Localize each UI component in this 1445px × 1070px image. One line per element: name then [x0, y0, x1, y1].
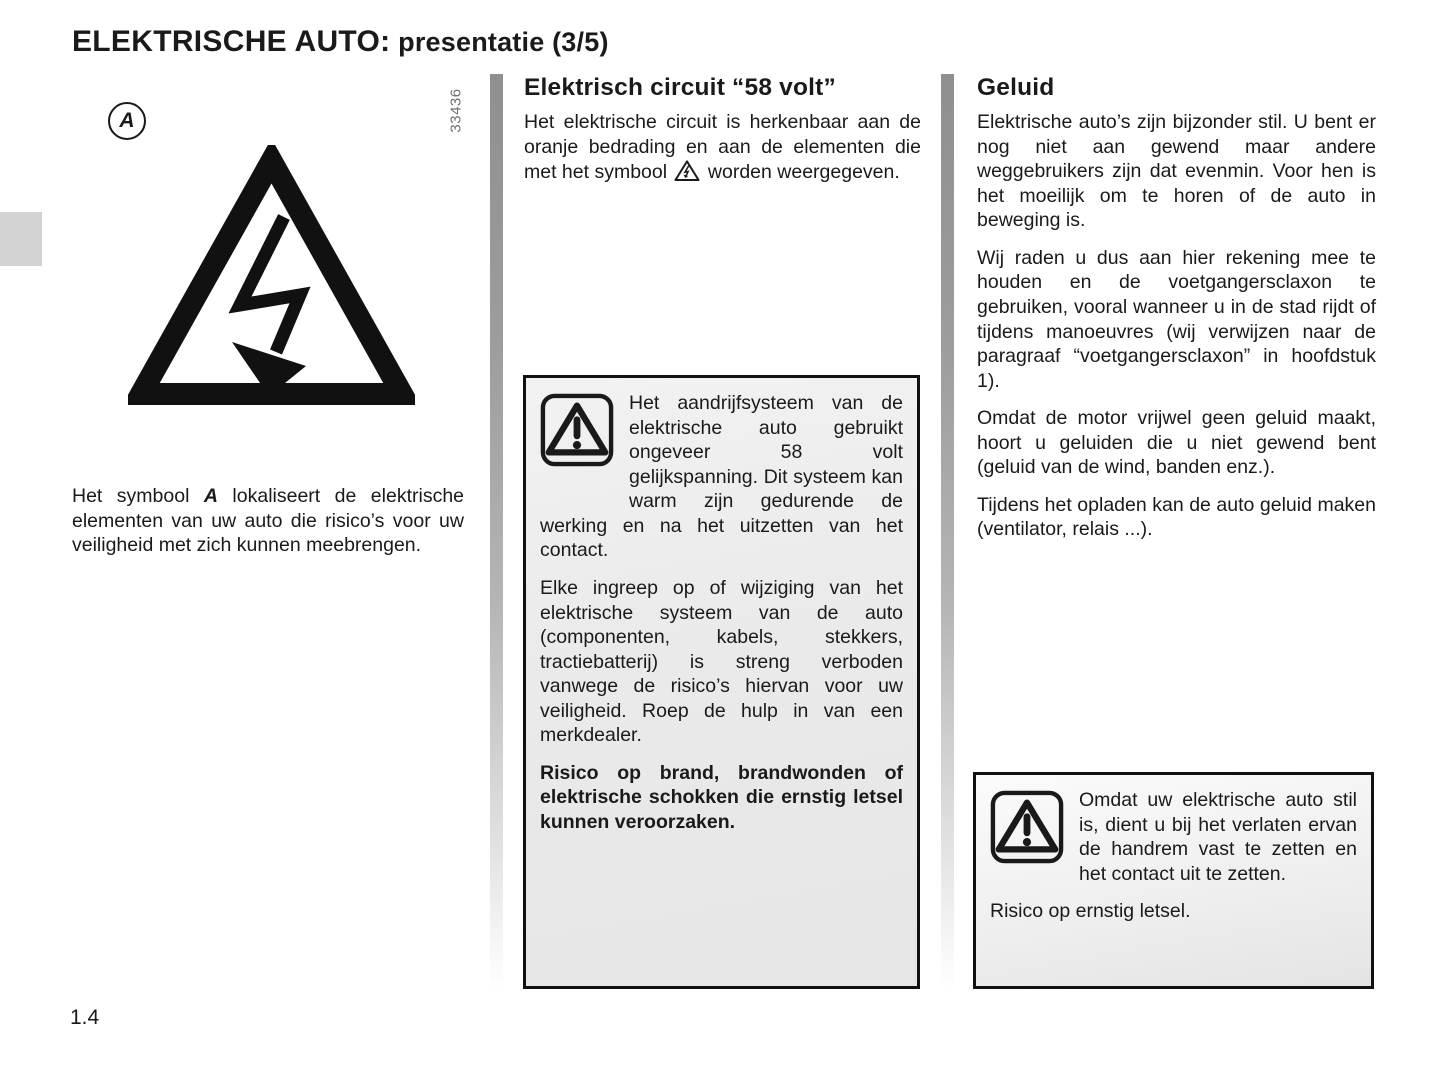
right-column-paragraphs: [977, 110, 1376, 555]
high-voltage-triangle-icon: [128, 145, 415, 412]
page-title-sub: presentatie (3/5): [390, 27, 609, 57]
column-divider-right: [941, 74, 954, 990]
page-number: 1.4: [70, 1006, 100, 1029]
warning-paragraph: Elke ingreep op of wijziging van het elektrische systeem van de auto (componenten, kabels, stekkers, tractiebatterij) is streng verboden vanwege de risico’s hiervan voor uw veiligheid. Roep de hulp in van een merkdealer.: [540, 576, 903, 747]
high-voltage-symbol-icon: [674, 159, 700, 189]
caption-after: lokaliseert de elektrische elementen van uw auto die risico’s voor uw veiligheid met zich kunnen meebrengen.: [72, 485, 465, 557]
intro-after: worden weergegeven.: [707, 161, 900, 184]
left-caption: [72, 484, 464, 558]
caption-letter: A: [203, 485, 218, 507]
caption-before: Het symbool: [72, 485, 204, 507]
callout-a-label: A: [108, 102, 146, 140]
warning-risk-statement: Risico op brand, brandwonden of elektrische schokken die ernstig letsel kunnen veroorzaken.: [540, 761, 903, 833]
column-divider-left: [490, 74, 503, 990]
middle-intro-paragraph: [524, 110, 921, 189]
warning-icon: [540, 393, 614, 467]
right-warning-box: [973, 772, 1374, 989]
warning-paragraph: Het aandrijfsysteem van de elektrische auto gebruikt ongeveer 58 volt gelijkspanning. Dit systeem kan warm zijn gedurende de werking en na het uitzetten van het contact.: [540, 392, 903, 562]
warning-risk-statement: Risico op ernstig letsel.: [990, 900, 1191, 923]
right-paragraph: Tijdens het opladen kan de auto geluid maken (ventilator, relais ...).: [977, 493, 1376, 541]
middle-column-heading: Elektrisch circuit “58 volt”: [524, 74, 836, 101]
figure-reference-number: 33436: [447, 87, 465, 133]
intro-before: Het elektrische circuit is herkenbaar aan de oranje bedrading en aan de elementen die met het symbool: [524, 111, 921, 184]
right-paragraph: Elektrische auto’s zijn bijzonder stil. U bent er nog niet aan gewend maar andere weggebruikers zijn dat evenmin. Voor hen is het moeilijk om te horen of de auto in beweging is.: [977, 111, 1376, 232]
warning-icon: [990, 790, 1064, 864]
warning-paragraph: Omdat uw elektrische auto stil is, dient u bij het verlaten ervan de handrem vast te zetten en het contact uit te zetten.: [1079, 789, 1357, 885]
right-paragraph: Omdat de motor vrijwel geen geluid maakt, hoort u geluiden die u niet gewend bent (geluid van de wind, banden enz.).: [977, 407, 1376, 479]
right-column-heading: Geluid: [977, 74, 1055, 101]
page-title: [72, 22, 609, 59]
page-title-main: ELEKTRISCHE AUTO:: [72, 25, 391, 58]
right-paragraph: Wij raden u dus aan hier rekening mee te houden en de voetgangersclaxon te gebruiken, vooral wanneer u in de stad rijdt of tijdens manoeuvres (wij verwijzen naar de paragraaf “voetgangersclaxon” in hoofdstuk 1).: [977, 246, 1376, 392]
middle-warning-box: [523, 375, 920, 989]
page-edge-tab: [0, 212, 42, 266]
